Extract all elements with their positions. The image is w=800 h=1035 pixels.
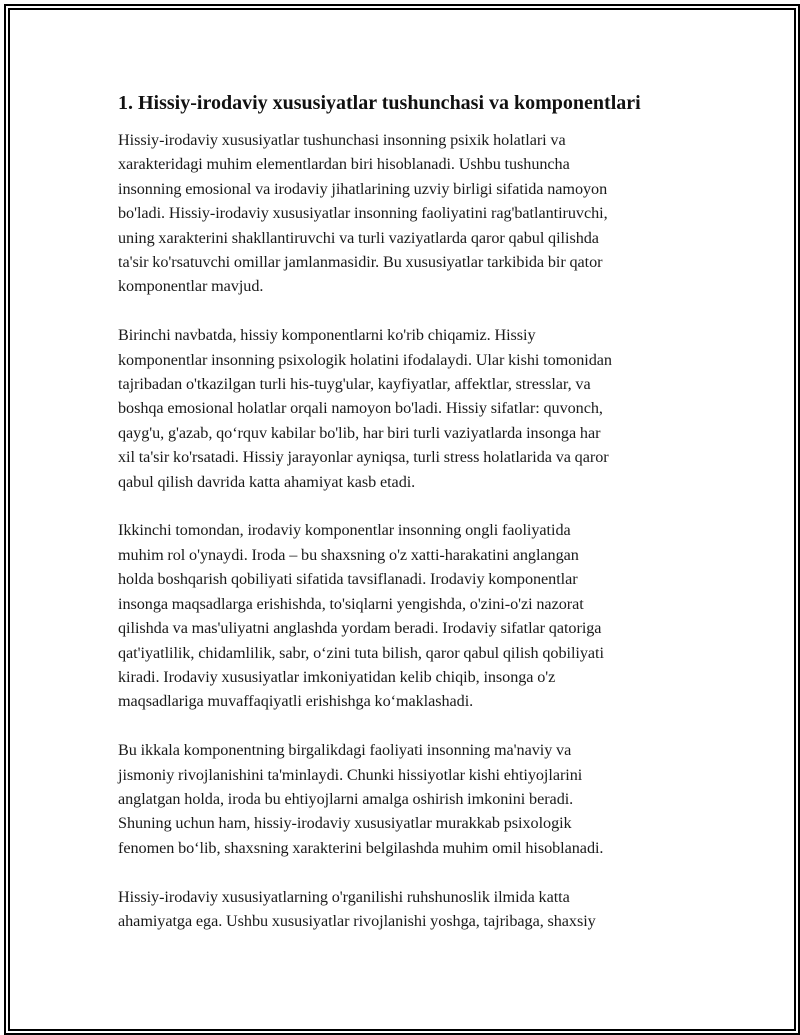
text-line: Bu ikkala komponentning birgalikdagi faoliyati insonning ma'naviy va (118, 741, 572, 760)
text-line: holda boshqarish qobiliyati sifatida tavsiflanadi. Irodaviy komponentlar (118, 570, 578, 589)
text-line: jismoniy rivojlanishini ta'minlaydi. Chunki hissiyotlar kishi ehtiyojlarini (118, 765, 583, 784)
text-line: ahamiyatga ega. Ushbu xususiyatlar rivojlanishi yoshga, tajribaga, shaxsiy (118, 911, 596, 930)
text-line: kiradi. Irodaviy xususiyatlar imkoniyatidan kelib chiqib, insonga o'z (118, 667, 556, 686)
text-line: qabul qilish davrida katta ahamiyat kasb etadi. (118, 472, 416, 491)
text-line: Hissiy-irodaviy xususiyatlarning o'rganilishi ruhshunoslik ilmida katta (118, 887, 570, 906)
text-line: Ikkinchi tomondan, irodaviy komponentlar insonning ongli faoliyatida (118, 521, 571, 540)
text-line: insonning emosional va irodaviy jihatlarining uzviy birligi sifatida namoyon (118, 179, 608, 198)
text-line: Shuning uchun ham, hissiy-irodaviy xususiyatlar murakkab psixologik (118, 814, 572, 833)
text-line: komponentlar insonning psixologik holatini ifodalaydi. Ular kishi tomonidan (118, 350, 612, 369)
text-line: tajribadan o'tkazilgan turli his-tuyg'ular, kayfiyatlar, affektlar, stresslar, va (118, 375, 591, 394)
text-line: uning xarakterini shakllantiruvchi va turli vaziyatlarda qaror qabul qilishda (118, 228, 599, 247)
text-line: bo'ladi. Hissiy-irodaviy xususiyatlar insonning faoliyatini rag'batlantiruvchi, (118, 204, 608, 223)
paragraph-2 (118, 323, 692, 494)
text-line: insonga maqsadlarga erishishda, to'siqlarni yengishda, o'zini-o'zi nazorat (118, 594, 584, 613)
paragraph-4 (118, 738, 692, 860)
text-line: fenomen bo‘lib, shaxsning xarakterini belgilashda muhim omil hisoblanadi. (118, 838, 604, 857)
text-line: ta'sir ko'rsatuvchi omillar jamlanmasidir. Bu xususiyatlar tarkibida bir qator (118, 253, 603, 272)
text-line: Birinchi navbatda, hissiy komponentlarni ko'rib chiqamiz. Hissiy (118, 326, 536, 345)
paragraph-5 (118, 885, 692, 934)
text-line: qilishda va mas'uliyatni anglashda yordam beradi. Irodaviy sifatlar qatoriga (118, 619, 602, 638)
text-line: muhim rol o'ynaydi. Iroda – bu shaxsning o'z xatti-harakatini anglangan (118, 545, 579, 564)
text-line: xil ta'sir ko'rsatadi. Hissiy jarayonlar ayniqsa, turli stress holatlarida va qaror (118, 448, 609, 467)
document-body (112, 90, 692, 958)
text-line: Hissiy-irodaviy xususiyatlar tushunchasi insonning psixik holatlari va (118, 131, 566, 149)
text-line: anglatgan holda, iroda bu ehtiyojlarni amalga oshirish imkonini beradi. (118, 789, 574, 808)
text-line: komponentlar mavjud. (118, 277, 264, 296)
text-line: xarakteridagi muhim elementlardan biri hisoblanadi. Ushbu tushuncha (118, 155, 570, 174)
text-line: qat'iyatlilik, chidamlilik, sabr, o‘zini tuta bilish, qaror qabul qilish qobiliyati (118, 643, 604, 662)
paragraph-3 (118, 518, 692, 713)
text-line: qayg'u, g'azab, qo‘rquv kabilar bo'lib, har biri turli vaziyatlarda insonga har (118, 423, 601, 442)
section-heading: 1. Hissiy-irodaviy xususiyatlar tushunchasi va komponentlari (118, 92, 641, 114)
text-line: boshqa emosional holatlar orqali namoyon bo'ladi. Hissiy sifatlar: quvonch, (118, 399, 603, 418)
text-line: maqsadlariga muvaffaqiyatli erishishga ko‘maklashadi. (118, 692, 474, 711)
paragraph-1 (118, 128, 692, 299)
